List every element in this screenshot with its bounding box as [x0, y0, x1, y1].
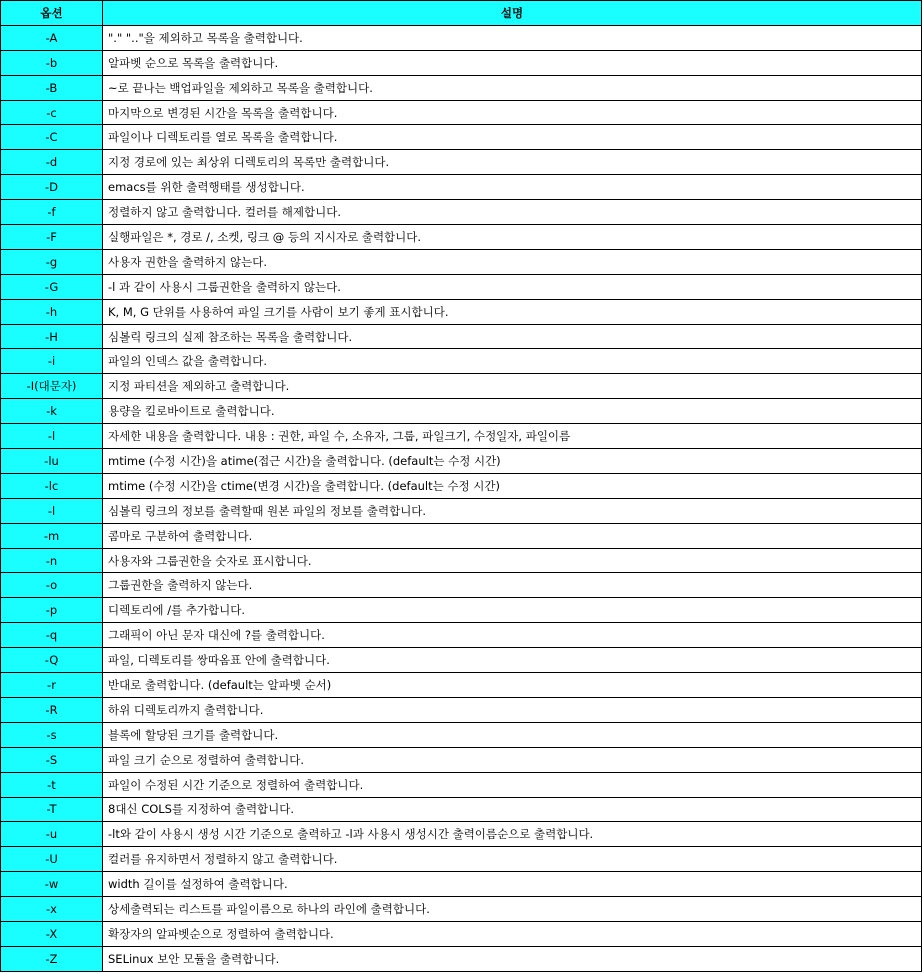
description-cell: 정렬하지 않고 출력합니다. 컬러를 해제합니다. — [103, 200, 922, 225]
description-cell: 사용자와 그룹권한을 숫자로 표시합니다. — [103, 548, 922, 573]
description-cell: 컬러를 유지하면서 정렬하지 않고 출력합니다. — [103, 847, 922, 872]
option-cell: -H — [1, 324, 103, 349]
option-cell: -T — [1, 797, 103, 822]
description-cell: 파일이 수정된 시간 기준으로 정렬하여 출력합니다. — [103, 772, 922, 797]
description-cell: 파일이나 디렉토리를 열로 목록을 출력합니다. — [103, 125, 922, 150]
option-cell: -f — [1, 200, 103, 225]
table-row — [1, 324, 922, 349]
description-cell: 심볼릭 링크의 실제 참조하는 목록을 출력합니다. — [103, 324, 922, 349]
option-cell: -B — [1, 75, 103, 100]
description-cell: 블록에 할당된 크기를 출력합니다. — [103, 722, 922, 747]
table-row — [1, 673, 922, 698]
description-cell: 실행파일은 *, 경로 /, 소켓, 링크 @ 등의 지시자로 출력합니다. — [103, 225, 922, 250]
description-cell: SELinux 보안 모듈을 출력합니다. — [103, 946, 922, 971]
table-row — [1, 100, 922, 125]
table-row — [1, 772, 922, 797]
table-row — [1, 598, 922, 623]
table-row — [1, 25, 922, 50]
description-cell: 사용자 권한을 출력하지 않는다. — [103, 249, 922, 274]
header-row — [1, 1, 922, 26]
table-row — [1, 75, 922, 100]
table-row — [1, 349, 922, 374]
option-cell: -g — [1, 249, 103, 274]
description-cell: 파일, 디렉토리를 쌍따옴표 안에 출력합니다. — [103, 648, 922, 673]
table-row — [1, 249, 922, 274]
table-row — [1, 150, 922, 175]
table-row — [1, 200, 922, 225]
table-body — [1, 25, 922, 971]
description-cell: 8대신 COLS를 지정하여 출력합니다. — [103, 797, 922, 822]
option-cell: -m — [1, 523, 103, 548]
header-description: 설명 — [103, 1, 922, 26]
option-cell: -o — [1, 573, 103, 598]
description-cell: 파일의 인덱스 값을 출력합니다. — [103, 349, 922, 374]
table-row — [1, 374, 922, 399]
table-row — [1, 274, 922, 299]
description-cell: mtime (수정 시간)을 ctime(변경 시간)을 출력합니다. (default는 수정 시간) — [103, 473, 922, 498]
table-row — [1, 399, 922, 424]
table-row — [1, 747, 922, 772]
option-cell: -k — [1, 399, 103, 424]
option-cell: -x — [1, 897, 103, 922]
option-cell: -Z — [1, 946, 103, 971]
option-cell: -Q — [1, 648, 103, 673]
option-cell: -p — [1, 598, 103, 623]
option-cell: -C — [1, 125, 103, 150]
option-cell: -D — [1, 175, 103, 200]
description-cell: width 길이를 설정하여 출력합니다. — [103, 872, 922, 897]
description-cell: 심볼릭 링크의 정보를 출력할때 원본 파일의 정보를 출력합니다. — [103, 498, 922, 523]
table-row — [1, 548, 922, 573]
table-row — [1, 722, 922, 747]
description-cell: 그룹권한을 출력하지 않는다. — [103, 573, 922, 598]
description-cell: 콤마로 구분하여 출력합니다. — [103, 523, 922, 548]
option-cell: -w — [1, 872, 103, 897]
description-cell: 지정 경로에 있는 최상위 디렉토리의 목록만 출력합니다. — [103, 150, 922, 175]
option-cell: -I(대문자) — [1, 374, 103, 399]
description-cell: "." ".."을 제외하고 목록을 출력합니다. — [103, 25, 922, 50]
option-cell: -lu — [1, 449, 103, 474]
option-cell: -s — [1, 722, 103, 747]
option-cell: -F — [1, 225, 103, 250]
table-row — [1, 697, 922, 722]
table-row — [1, 473, 922, 498]
table-row — [1, 946, 922, 971]
table-row — [1, 847, 922, 872]
description-cell: 상세출력되는 리스트를 파일이름으로 하나의 라인에 출력합니다. — [103, 897, 922, 922]
option-cell: -t — [1, 772, 103, 797]
table-row — [1, 424, 922, 449]
description-cell: 반대로 출력합니다. (default는 알파벳 순서) — [103, 673, 922, 698]
option-cell: -h — [1, 299, 103, 324]
option-cell: -l — [1, 498, 103, 523]
table-row — [1, 125, 922, 150]
description-cell: ~로 끝나는 백업파일을 제외하고 목록을 출력합니다. — [103, 75, 922, 100]
option-cell: -u — [1, 822, 103, 847]
option-cell: -R — [1, 697, 103, 722]
description-cell: -lt와 같이 사용시 생성 시간 기준으로 출력하고 -l과 사용시 생성시간 출력이름순으로 출력합니다. — [103, 822, 922, 847]
table-row — [1, 897, 922, 922]
description-cell: -l 과 같이 사용시 그룹권한을 출력하지 않는다. — [103, 274, 922, 299]
table-row — [1, 225, 922, 250]
option-cell: -n — [1, 548, 103, 573]
description-cell: 알파벳 순으로 목록을 출력합니다. — [103, 50, 922, 75]
description-cell: 하위 디렉토리까지 출력합니다. — [103, 697, 922, 722]
description-cell: 마지막으로 변경된 시간을 목록을 출력합니다. — [103, 100, 922, 125]
table-row — [1, 573, 922, 598]
description-cell: 디렉토리에 /를 추가합니다. — [103, 598, 922, 623]
description-cell: 파일 크기 순으로 정렬하여 출력합니다. — [103, 747, 922, 772]
option-cell: -S — [1, 747, 103, 772]
description-cell: 용량을 킬로바이트로 출력합니다. — [103, 399, 922, 424]
table-row — [1, 299, 922, 324]
table-row — [1, 50, 922, 75]
description-cell: 확장자의 알파벳순으로 정렬하여 출력합니다. — [103, 921, 922, 946]
option-cell: -i — [1, 349, 103, 374]
option-cell: -lc — [1, 473, 103, 498]
table-row — [1, 648, 922, 673]
option-cell: -r — [1, 673, 103, 698]
table-row — [1, 449, 922, 474]
option-cell: -G — [1, 274, 103, 299]
table-row — [1, 797, 922, 822]
table-row — [1, 523, 922, 548]
option-cell: -U — [1, 847, 103, 872]
table-row — [1, 822, 922, 847]
table-row — [1, 175, 922, 200]
description-cell: emacs를 위한 출력행태를 생성합니다. — [103, 175, 922, 200]
header-option: 옵션 — [1, 1, 103, 26]
option-cell: -l — [1, 424, 103, 449]
table-row — [1, 498, 922, 523]
option-cell: -d — [1, 150, 103, 175]
option-cell: -b — [1, 50, 103, 75]
table-row — [1, 872, 922, 897]
option-cell: -c — [1, 100, 103, 125]
option-cell: -A — [1, 25, 103, 50]
description-cell: 자세한 내용을 출력합니다. 내용 : 권한, 파일 수, 소유자, 그룹, 파일크기, 수정일자, 파일이름 — [103, 424, 922, 449]
option-cell: -X — [1, 921, 103, 946]
option-cell: -q — [1, 623, 103, 648]
table-row — [1, 921, 922, 946]
description-cell: 그래픽이 아닌 문자 대신에 ?를 출력합니다. — [103, 623, 922, 648]
table-row — [1, 623, 922, 648]
description-cell: K, M, G 단위를 사용하여 파일 크기를 사람이 보기 좋게 표시합니다. — [103, 299, 922, 324]
description-cell: 지정 파티션을 제외하고 출력합니다. — [103, 374, 922, 399]
description-cell: mtime (수정 시간)을 atime(접근 시간)을 출력합니다. (default는 수정 시간) — [103, 449, 922, 474]
